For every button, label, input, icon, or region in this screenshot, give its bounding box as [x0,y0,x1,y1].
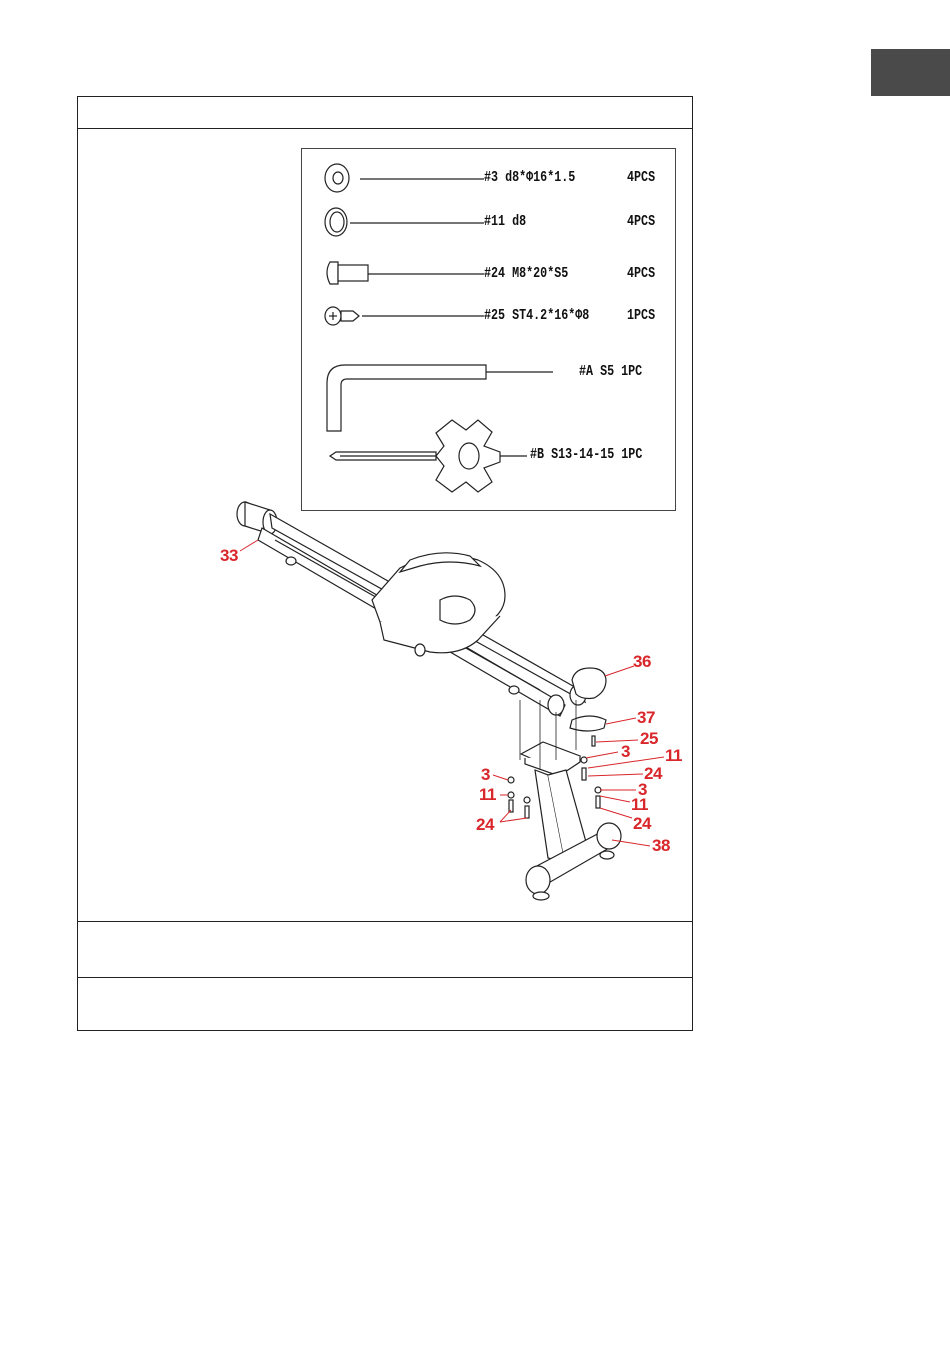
callout-3-right-lower: 3 [638,780,647,799]
allen-bolt-icon [327,262,484,284]
hardware-code-3: #3 d8*Φ16*1.5 [484,169,576,186]
multi-wrench-icon [330,420,527,492]
callout-24-right-lower: 24 [633,814,651,833]
callout-24-right-upper: 24 [644,764,662,783]
callout-24-left: 24 [476,815,494,834]
callout-11-right-upper: 11 [665,746,682,765]
callout-11-right-lower: 11 [631,795,648,814]
allen-key-icon [327,365,553,431]
hardware-code-25: #25 ST4.2*16*Φ8 [484,307,590,324]
tapping-screw-icon [325,307,484,325]
hardware-code-24: #24 M8*20*S5 [484,265,569,282]
tool-code-b: #B S13-14-15 1PC [530,446,643,463]
tool-code-a: #A S5 1PC [579,363,643,380]
callout-3-left: 3 [481,765,490,784]
hardware-qty-3: 4PCS [627,169,656,186]
callout-36: 36 [633,652,651,671]
flat-washer-icon [325,164,484,192]
rail-assembly-drawing [237,502,621,900]
callout-3-right-upper: 3 [621,742,630,761]
callout-33: 33 [220,546,238,565]
spring-washer-icon [325,208,484,236]
hardware-qty-11: 4PCS [627,213,656,230]
callout-38: 38 [652,836,670,855]
callout-25: 25 [640,729,658,748]
callout-37: 37 [637,708,655,727]
hardware-qty-24: 4PCS [627,265,656,282]
hardware-qty-25: 1PCS [627,307,656,324]
callout-11-left: 11 [479,785,496,804]
hardware-code-11: #11 d8 [484,213,527,230]
